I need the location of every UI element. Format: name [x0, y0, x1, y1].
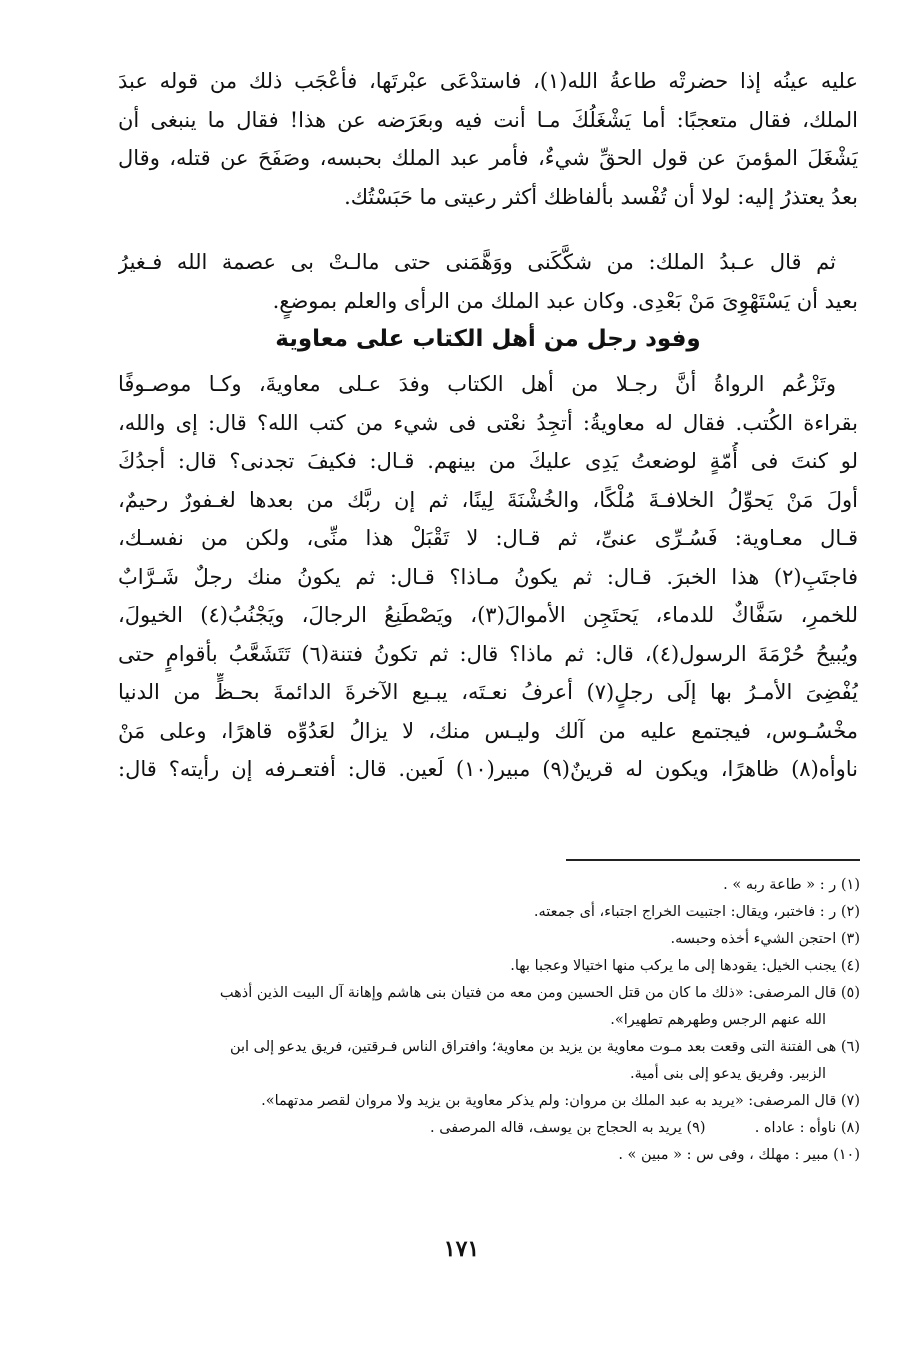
paragraph-1 [118, 62, 858, 216]
text-line: عليه عينُه إذا حضرتْه طاعةُ الله(١)، فاستدْعَى عبْرتَها، فأعْجَب ذلك من قوله عبدَ [118, 69, 858, 93]
footnote-4: (٤) يجنب الخيل: يقودها إلى ما يركب منها اختيالا وعجبا بها. [510, 958, 860, 974]
footnote-row-8-9 [130, 1115, 860, 1142]
footnote-7: (٧) قال المرصفى: «يريد به عبد الملك بن مروان: ولم يذكر معاوية بن يزيد ولا مروان لقصر مدتهما». [261, 1093, 860, 1109]
section-heading: وفود رجل من أهل الكتاب على معاوية [275, 326, 701, 352]
footnotes [130, 872, 860, 1169]
text-line: بعدُ يعتذرُ إليه: لولا أن تُفْسد بألفاظك أكثر رعيتى ما حَبَسْتُك. [344, 184, 858, 209]
text-line: يَشْغَلَ المؤمنَ عن قول الحقِّ شيءٌ، فأمر عبد الملك بحبسه، وصَفَحَ عن قتله، وقال [118, 146, 858, 170]
footnote-5-line-1: (٥) قال المرصفى: «ذلك ما كان من قتل الحسين ومن معه من فتيان بنى هاشم وإهانة آل البيت الذين أذهب [219, 985, 860, 1001]
text-line: مخْسُـوس، فيجتمع عليه من آلك وليـس منك، لا يزالُ لعَدُوِّه قاهرًا، وعلى مَنْ [118, 718, 858, 743]
footnote-3: (٣) احتجن الشيء أخذه وحبسه. [670, 931, 860, 947]
text-line: وتَزْعُم الرواةُ أنَّ رجـلا من أهل الكتاب وفدَ عـلى معاويةَ، وكـا موصـوفًا [118, 372, 836, 396]
paragraph-2 [118, 243, 858, 320]
text-line: قـال معـاوية: فَسُـرِّى عنىِّ، ثم قـال: لا تَقْبَلْ هذا منِّى، ولكن من نفسـك، [118, 526, 858, 550]
footnote-9: (٩) يريد به الحجاج بن يوسف، قاله المرصفى . [430, 1120, 706, 1136]
text-line: فاجتَبِ(٢) هذا الخبرَ. قـال: ثم يكونُ مـاذا؟ قـال: ثم يكونُ منك رجلٌ شَـرَّابٌ [118, 564, 858, 589]
paragraph-3 [118, 365, 858, 789]
text-line: للخمرِ، سَفَّاكٌ للدماء، يَحتَجِن الأموالَ(٣)، ويَصْطَنِعُ الرجالَ، ويَجْنُبُ(٤) الخيولَ، [118, 603, 858, 627]
text-line: أولَ مَنْ يَحوِّلُ الخلافـةَ مُلْكًا، والخُشْنَةَ لِينًا، ثم إن ربَّك من بعدها لغـفورٌ رحيمٌ، [118, 487, 858, 512]
text-line: بقراءة الكُتب. فقال له معاويةُ: أتجِدُ نعْتى فى شيء من كتب الله؟ قال: إى والله، [118, 410, 858, 435]
footnote-divider [566, 859, 860, 861]
footnote-6-line-1: (٦) هى الفتنة التى وقعت بعد مـوت معاوية بن يزيد بن معاوية؛ وافتراق الناس فـرقتين، فريق يدعو إلى ابن [229, 1039, 860, 1055]
text-line: ثم قال عـبدُ الملك: من شكَّكَنى ووَهَّمَنى حتى مالـتْ بى عصمة الله فـغيرُ [118, 250, 836, 274]
footnote-5-line-2: الله عنهم الرجس وطهرهم تطهيرا». [610, 1012, 826, 1028]
footnote-8: (٨) ناوأه : عاداه . [754, 1120, 860, 1136]
footnote-6 [130, 1034, 860, 1088]
page-number: ١٧١ [443, 1236, 480, 1262]
text-line: بعيد أن يَسْتَهْوِىَ مَنْ بَعْدِى. وكان عبد الملك من الرأى والعلم بموضعٍ. [272, 288, 858, 313]
text-line: ناوأه(٨) ظاهرًا، ويكون له قرينٌ(٩) مبير(١٠) لَعين. قال: أفتعـرفه إن رأيته؟ قال: [118, 757, 858, 781]
footnote-2: (٢) ر : فاختبر، ويقال: اجتبيت الخراج اجتباء، أى جمعته. [533, 904, 860, 920]
footnote-6-line-2: الزبير. وفريق يدعو إلى بنى أمية. [630, 1066, 826, 1082]
footnote-10: (١٠) مبير : مهلك ، وفى س : « مبين » . [618, 1147, 860, 1163]
text-line: يُفْضِىَ الأمـرُ بها إلَى رجلٍ(٧) أعرفُ نعـتَه، يبـيع الآخرةَ الدائمةَ بحـظٍّ من الدنيا [118, 680, 858, 704]
text-line: لو كنتَ فى أُمّةٍ لوضعتُ يَدِى عليكَ من بينهم. قـال: فكيفَ تجدنى؟ قال: أجدُكَ [118, 449, 858, 473]
text-line: الملك، فقال متعجبًا: أما يَشْغَلُكَ مـا أنت فيه وبعَرَضه عن هذا! فقال ما ينبغى أن [118, 107, 858, 132]
footnote-1: (١) ر : « طاعة ربه » . [723, 877, 860, 893]
footnote-5 [130, 980, 860, 1034]
text-line: ويُبيحُ حُرْمَةَ الرسول(٤)، قال: ثم ماذا؟ قال: ثم تكونُ فتنة(٦) تَتَشَعَّبُ بأقوامٍ حتى [118, 641, 858, 666]
